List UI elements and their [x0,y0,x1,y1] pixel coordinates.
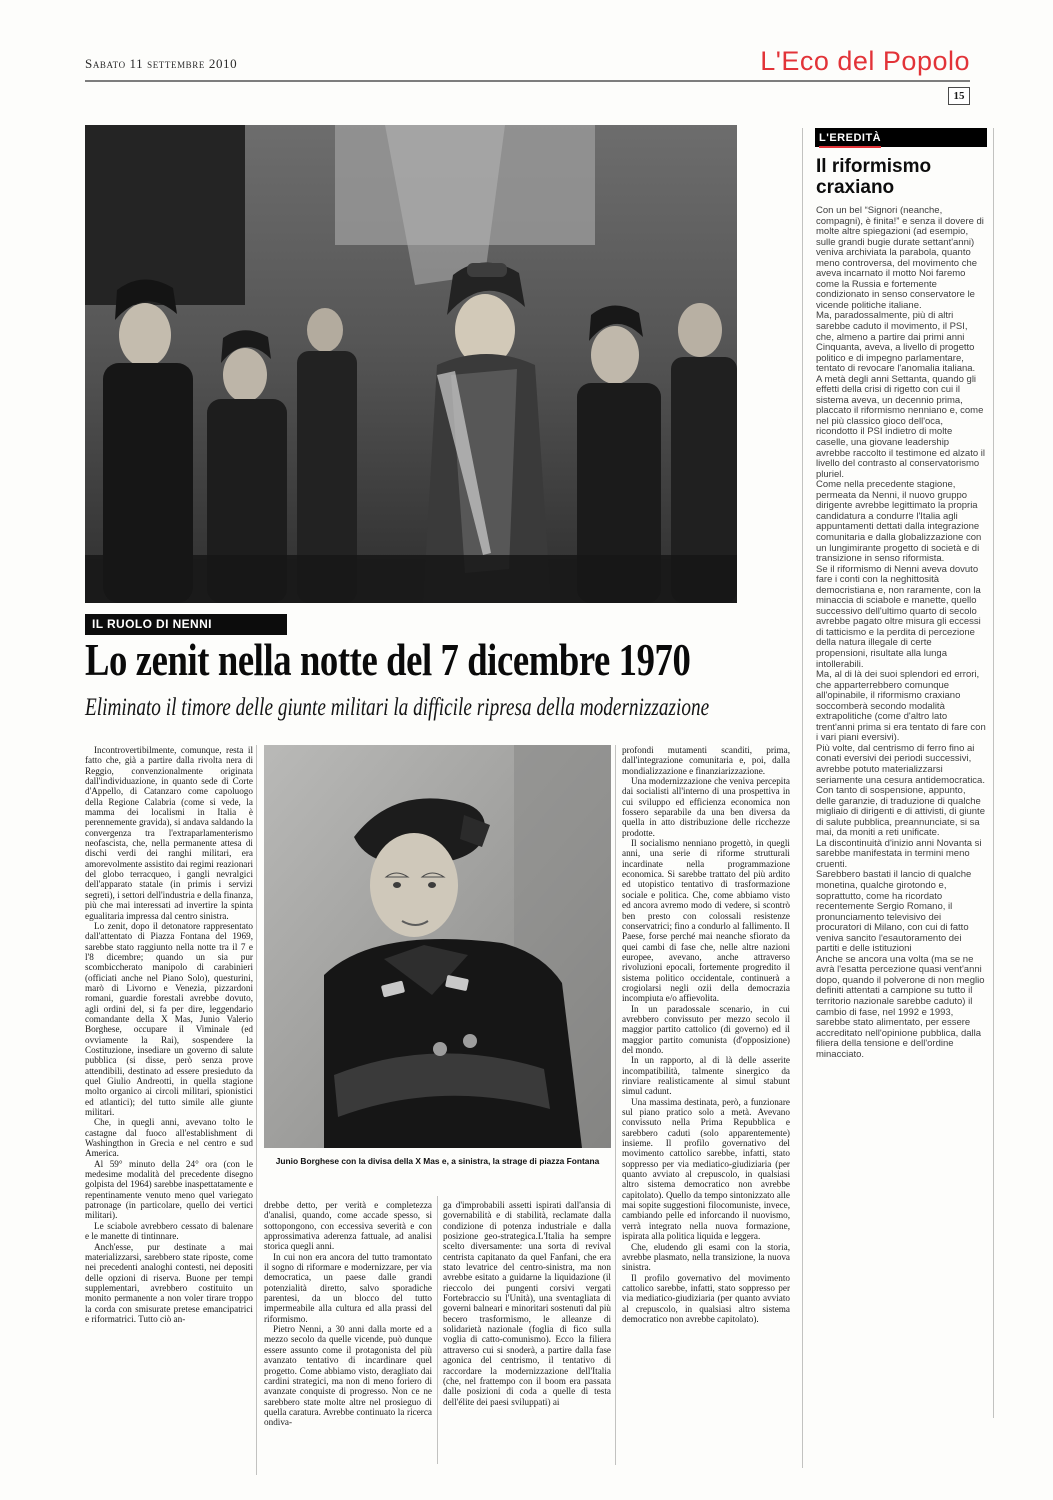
body-paragraph: Incontrovertibilmente, comunque, resta il fatto che, già a partire dalla rivolta nera di Reggio, convenzionalmente originata dall'individuazione, in quanto sede di Corte d'Appello, di Catanzaro come capoluogo della Regione Calabria (come si vede, la mamma dei localismi in Italia è perennemente gravida), si andava saldando la convergenza tra l'extraparlamenterismo neofascista, che, nella permanente attesa di dischi verdi dei ranghi militari, era amorevolmente assistito dai regimi reazionari del globo terracqueo, i gangli nevralgici dell'apparato statale (in primis i servizi segreti), i settori dell'industria e della finanza, più che mai interessati ad invertire la spinta egualitaria impressa dal centro sinistra. [85,745,253,921]
sidebar-paragraph: Con un bel “Signori (neanche, compagni), è finita!” e senza il dovere di molte altre spiegazioni (ad esempio, sulle grandi bugie durate settant'anni) veniva archiviata la parabola, quanto meno controversa, del movimento che aveva incarnato il motto Noi faremo come la Russia e fortemente condizionato in senso conservatore le vicende politiche italiane. [816,205,984,311]
body-paragraph: Una massima destinata, però, a funzionare sul piano pratico solo a metà. Avevano convissuto nella Prima Repubblica e sarebbero caduti (solo apparentemente) insieme. Il profilo governativo del movimento cattolico sarebbe, infatti, stato soppresso per via mediatico-giudiziaria (per quanto avviato al crepuscolo, in qualsiasi altro sistema democratico non avrebbe capitolato). Quello da tempo sintonizzato alle mai sopite suggestioni filocomuniste, invece, cambiando pelle ed inforcando il nuovismo, verrà integrato nella nuova formazione, ispirata alla politica liquida e leggera. [622,1096,790,1242]
body-paragraph: In un rapporto, al di là delle asserite incompatibilità, talmente sinergico da rinviare realisticamente al simul stabunt simul cadunt. [622,1055,790,1097]
newspaper-masthead: L'Eco del Popolo [760,46,970,76]
sidebar-kicker-bar [815,128,987,147]
sidebar-kicker-label: L'EREDITÀ [819,131,881,148]
body-paragraph: In cui non era ancora del tutto tramontato il sogno di riformare e modernizzare, per via democratica, un paese dalle grandi potenzialità diretto, salvo sporadiche parentesi, da un blocco del tutto impermeabile alla cultura ed alla prassi del riformismo. [264,1251,432,1324]
column-rule [256,745,257,1475]
column-rule [437,1196,438,1464]
edition-date: Sabato 11 settembre 2010 [85,56,238,71]
sidebar-paragraph: Più volte, dal centrismo di ferro fino ai conati eversivi dei periodi successivi, avrebbe potuto materializzarsi seriamente una cesura antidemocratica. [816,742,985,786]
body-paragraph: Anch'esse, pur destinate a mai materializzarsi, sarebbero state riposte, come nei precedenti analoghi contesti, nei depositi delle opzioni di riserva. Buone per tempi supplementari, avrebbero costituito un monito permanente a non voler tirare troppo la corda con smisurate pretese emancipatrici e riformatrici. Tutto ciò an- [85,1241,253,1324]
sidebar-paragraph: Anche se ancora una volta (ma se ne avrà l'esatta percezione quasi vent'anni dopo, quando il polverone di non meglio definiti attentati a campione su tutto il territorio nazionale sarebbe caduto) il cambio di fase, nel 1992 e 1993, sarebbe stato alimentato, per essere accreditato nell'opinione pubblica, dalla filiera della tensione e dell'ordine minacciato. [816,953,985,1060]
section-divider-rule [802,128,803,1468]
sidebar-paragraph: Come nella precedente stagione, permeata da Nenni, il nuovo gruppo dirigente avrebbe legittimato la propria candidatura a condurre l'Italia agli appuntamenti dettati dalla integrazione comunitaria e dalla globalizzazione con un lungimirante progetto di società e di transizione in senso riformista. [816,479,982,565]
column-rule [615,745,616,1465]
photo-caption: Junio Borghese con la divisa della X Mas e, a sinistra, la strage di piazza Fontana [275,1156,600,1166]
body-paragraph: Una modernizzazione che veniva percepita dai socialisti all'interno di una prospettiva in cui sviluppo ed efficienza economica non fossero separabile da una ben diversa da quella in atto distribuzione delle ricchezze prodotte. [622,776,790,838]
article-column-4 [622,745,790,1324]
sidebar-paragraph: Se il riformismo di Nenni aveva dovuto fare i conti con la neghittosità democristiana e, non raramente, con la minaccia di sciabole e manette, quello successivo dell'ultimo quarto di secolo avrebbe pagato oltre misura gli eccessi di tatticismo e la perdita di percezione della natura illegale di certe propensioni, risultate alla lunga intollerabili. [816,563,981,670]
body-paragraph: Al 59° minuto della 24° ora (con le medesime modalità del precedente disegno golpista del 1964) sarebbe inaspettatamente e repentinamente venuto meno quel variegato patronage (in particolare, quello dei vertici militari). [85,1158,253,1221]
body-paragraph: Pietro Nenni, a 30 anni dalla morte ed a mezzo secolo da quelle vicende, può dunque essere assunto come il protagonista del più avanzato tentativo di incardinare quel progetto. Come abbiamo visto, deragliato dai cardini strategici, ma non di meno foriero di avanzate conquiste di progresso. Non ce ne sarebbero state molte altre nel prosieguo di quella caratura. Avrebbe continuato la ricerca ondiva- [264,1324,432,1428]
body-paragraph: Le sciabole avrebbero cessato di balenare e le manette di tintinnare. [85,1220,253,1242]
article-kicker: IL RUOLO DI NENNI [85,614,287,635]
body-paragraph: Che, in quegli anni, avevano tolto le castagne dal fuoco all'establishment di Washingthon in Grecia e nel centro e sud America. [85,1117,253,1159]
body-paragraph: drebbe detto, per verità e completezza d'analisi, quando, come accade spesso, si sottopongono, con eccessiva severità e con approssimativa aderenza fattuale, ad analisi storica quegli anni. [264,1200,432,1252]
article-column-2 [264,1200,432,1428]
historical-crowd-photo [85,125,737,603]
sidebar-paragraph: Ma, al di là dei suoi splendori ed errori, che apparterrebbero comunque all'opinabile, il riformismo craxiano soccomberà secondo modalità extrapolitiche (come d'altro lato trent'anni prima si era tentato di fare con i vari piani eversivi). [816,669,986,744]
body-paragraph: ga d'improbabili assetti ispirati dall'ansia di governabilità e di stabilità, reclamate dalla condizione di potenza industriale e dalla posizione geo-strategica.L'Italia ha sempre scelto diversamente: una sorta di revival centrista capitanato da quel Fanfani, che era stato levatrice del centro-sinistra, ma non avrebbe esitato a guidarne la liquidazione (il rieccolo dei pungenti corsivi vergati Fortebraccio su l'Unità), una sventagliata di governi balneari e minoritari sostenuti dal più becero trasformismo, le alleanze di solidarietà nazionale (foglia di fico sulla voglia di catto-comunismo). Ecco la filiera attraverso cui si snoderà, a partire dalla fase agonica del centrismo, il tentativo di raccordare la modernizzazione dell'Italia (che, nel frattempo con il boom era passata dalle posizioni di coda a quelle di testa dell'élite dei paesi sviluppati) ai [443,1200,611,1407]
sidebar-title: Il riformismo craxiano [816,156,932,198]
body-paragraph: Che, eludendo gli esami con la storia, avrebbe plasmato, nella transizione, la nuova sinistra. [622,1241,790,1273]
header-rule [85,80,970,82]
page-number: 15 [948,87,970,105]
sidebar-paragraph: Ma, paradossalmente, più di altri sarebbe caduto il movimento, il PSI, che, almeno a partire dai primi anni Cinquanta, aveva, a livello di progetto politico e di impegno parlamentare, tentato di revocare l'anomalia italiana. [816,310,976,375]
sidebar-paragraph: Con tanto di sospensione, appunto, delle garanzie, di traduzione di qualche migliaio di dirigenti e di attivisti, di giunte di salute pubblica, preannunciate, si sa mai, da moniti a reti unificate. [816,785,985,839]
body-paragraph: Il profilo governativo del movimento cattolico sarebbe, infatti, stato soppresso per via mediatico-giudiziaria (per quanto avviato al crepuscolo, in qualsiasi altro sistema democratico non avrebbe capitolato). [622,1272,790,1324]
article-headline: Lo zenit nella notte del 7 dicembre 1970 [85,635,691,685]
article-column-1 [85,745,253,1324]
sidebar-edge-rule [993,128,994,1418]
sidebar-paragraph: La discontinuità d'inizio anni Novanta si sarebbe manifestata in termini meno cruenti. [816,837,982,870]
sidebar-article [816,206,986,1060]
body-paragraph: profondi mutamenti scanditi, prima, dall'integrazione comunitaria e, poi, dalla mondializzazione e finanziarizzazione. [622,745,790,776]
article-subtitle: Eliminato il timore delle giunte militari la difficile ripresa della modernizzazione [85,694,710,721]
body-paragraph: Il socialismo nenniano progettò, in quegli anni, una serie di riforme strutturali incardinate nella programmazione economica. Si sarebbe trattato del più ardito ed utopistico tentativo di trasformazione sociale e politica. Che, come abbiamo visto ed ancora avremo modo di vedere, si scontrò ben presto con colossali resistenze conservatrici; fino a condurlo al fallimento. Il Paese, forse perché mai neanche sfiorato da quei cambi di fase che, nelle altre nazioni europee, avevano, anche attraverso rivoluzioni epocali, fortemente progredito il sistema politico occidentale, continuerà a crogiolarsi negli ozii della democrazia incompiuta e/o affievolita. [622,838,790,1004]
body-paragraph: In un paradossale scenario, in cui avrebbero convissuto per mezzo secolo il maggior partito cattolico (di governo) ed il maggior partito comunista (d'opposizione) del mondo. [622,1003,790,1055]
sidebar-paragraph: Sarebbero bastati il lancio di qualche monetina, qualche girotondo e, soprattutto, come ha ricordato recentemente Sergio Romano, il pronunciamento televisivo dei procuratori di Milano, con cui di fatto veniva sancito l'esautoramento dei partiti e delle istituzioni [816,869,972,955]
sidebar-paragraph: A metà degli anni Settanta, quando gli effetti della crisi di rigetto con cui il sistema aveva, un decennio prima, placcato il riformismo nenniano e, come nel più classico gioco dell'oca, ricondotto il PSI indietro di molte caselle, una giovane leadership avrebbe raccolto il testimone ed alzato il livello del contrasto al conservatorismo pluriel. [816,373,985,480]
article-column-3 [443,1200,611,1407]
body-paragraph: Lo zenit, dopo il detonatore rappresentato dall'attentato di Piazza Fontana del 1969, sarebbe stato raggiunto nella notte tra il 7 e l'8 dicembre; quando un sia pur scombiccherato manipolo di carabinieri (officiati anche nel Piano Solo), questurini, marò di Livorno e Venezia, pizzardoni romani, guardie forestali avrebbe dovuto, agli ordini del, si fa per dire, leggendario comandante della X Mas, Junio Valerio Borghese, occupare il Viminale (ed ovviamente la Rai), sospendere la Costituzione, insediare un governo di salute pubblica (si disse, però senza prove attendibili, destinato ad essere presieduto da quel Giulio Andreotti, in quella stagione molto organico ai circoli militari, spionistici ed atlantici); del tutto simile alle giunte militari. [85,920,253,1118]
borghese-portrait-photo [264,745,611,1148]
